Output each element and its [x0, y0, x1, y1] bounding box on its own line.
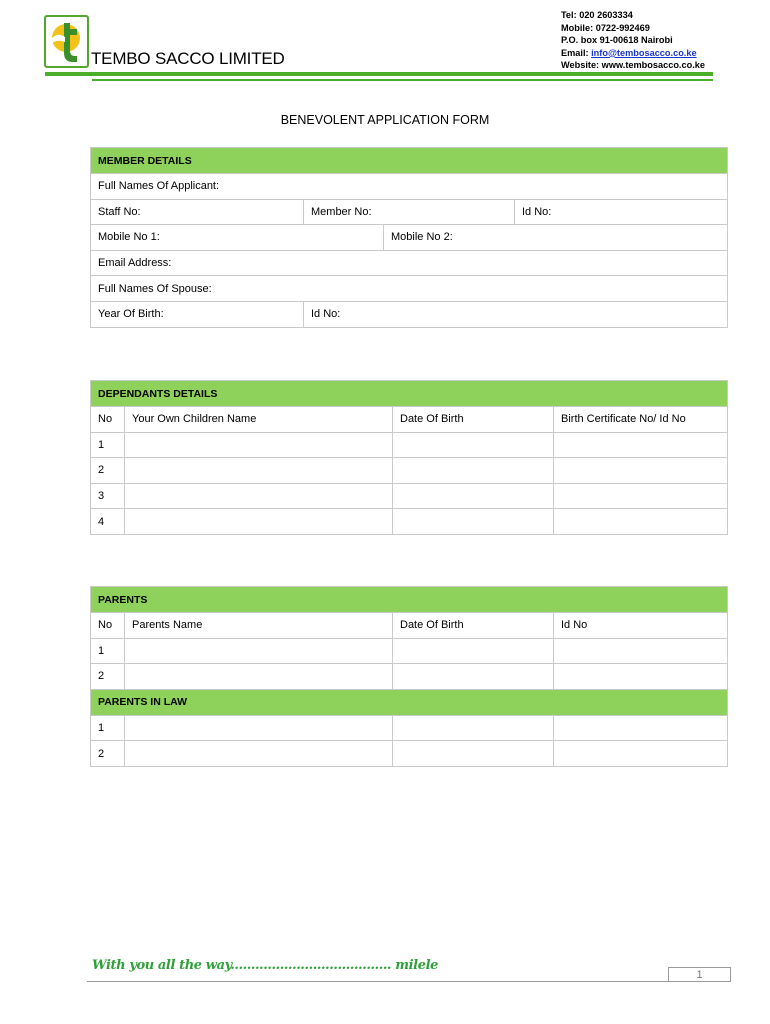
- row-number: 4: [91, 509, 125, 535]
- in-law-id-cell[interactable]: [554, 741, 728, 767]
- child-cert-cell[interactable]: [554, 483, 728, 509]
- parents-in-law-heading: PARENTS IN LAW: [91, 689, 728, 715]
- child-name-cell[interactable]: [125, 432, 393, 458]
- full-names-field[interactable]: Full Names Of Applicant:: [91, 174, 728, 200]
- parent-id-cell[interactable]: [554, 664, 728, 690]
- child-cert-cell[interactable]: [554, 432, 728, 458]
- header-rule-thin: [92, 79, 713, 81]
- child-dob-cell[interactable]: [393, 432, 554, 458]
- dependants-col-dob: Date Of Birth: [393, 407, 554, 433]
- sacco-logo: [44, 15, 89, 68]
- row-number: 2: [91, 664, 125, 690]
- child-dob-cell[interactable]: [393, 458, 554, 484]
- contact-tel: Tel: 020 2603334: [561, 10, 633, 20]
- child-cert-cell[interactable]: [554, 458, 728, 484]
- row-number: 2: [91, 741, 125, 767]
- contact-email-row: [561, 47, 705, 60]
- table-row: [91, 664, 728, 690]
- parent-dob-cell[interactable]: [393, 638, 554, 664]
- child-name-cell[interactable]: [125, 483, 393, 509]
- in-law-name-cell[interactable]: [125, 741, 393, 767]
- in-law-id-cell[interactable]: [554, 715, 728, 741]
- table-row: [91, 741, 728, 767]
- page-number: 1: [696, 969, 703, 981]
- row-number: 1: [91, 432, 125, 458]
- table-row: [91, 638, 728, 664]
- parent-name-cell[interactable]: [125, 638, 393, 664]
- contact-email-label: Email:: [561, 47, 592, 58]
- id-no-field[interactable]: Id No:: [515, 199, 728, 225]
- dependants-heading: DEPENDANTS DETAILS: [91, 381, 728, 407]
- dependants-table: [90, 380, 728, 535]
- tembo-logo-icon: [46, 17, 87, 66]
- child-dob-cell[interactable]: [393, 483, 554, 509]
- in-law-dob-cell[interactable]: [393, 741, 554, 767]
- parents-col-id: Id No: [554, 613, 728, 639]
- child-cert-cell[interactable]: [554, 509, 728, 535]
- dependants-col-name: Your Own Children Name: [125, 407, 393, 433]
- contact-po-box: P.O. box 91-00618 Nairobi: [561, 35, 673, 46]
- parents-col-name: Parents Name: [125, 613, 393, 639]
- child-dob-cell[interactable]: [393, 509, 554, 535]
- spouse-names-field[interactable]: Full Names Of Spouse:: [91, 276, 728, 302]
- parents-col-no: No: [91, 613, 125, 639]
- parent-id-cell[interactable]: [554, 638, 728, 664]
- in-law-dob-cell[interactable]: [393, 715, 554, 741]
- mobile-1-field[interactable]: Mobile No 1:: [91, 225, 384, 251]
- footer-rule: [87, 981, 731, 982]
- contact-email-link[interactable]: info@tembosacco.co.ke: [591, 47, 697, 58]
- member-details-heading: MEMBER DETAILS: [91, 148, 728, 174]
- table-row: [91, 483, 728, 509]
- mobile-2-field[interactable]: Mobile No 2:: [384, 225, 728, 251]
- child-name-cell[interactable]: [125, 458, 393, 484]
- dependants-col-no: No: [91, 407, 125, 433]
- staff-no-field[interactable]: Staff No:: [91, 199, 304, 225]
- spouse-id-field[interactable]: Id No:: [304, 301, 728, 327]
- parents-table: [90, 586, 728, 767]
- form-title: BENEVOLENT APPLICATION FORM: [280, 113, 490, 127]
- row-number: 1: [91, 638, 125, 664]
- email-address-field[interactable]: Email Address:: [91, 250, 728, 276]
- table-row: [91, 458, 728, 484]
- parent-name-cell[interactable]: [125, 664, 393, 690]
- year-of-birth-field[interactable]: Year Of Birth:: [91, 301, 304, 327]
- member-details-table: [90, 147, 728, 328]
- parent-dob-cell[interactable]: [393, 664, 554, 690]
- row-number: 3: [91, 483, 125, 509]
- parents-col-dob: Date Of Birth: [393, 613, 554, 639]
- row-number: 2: [91, 458, 125, 484]
- member-no-field[interactable]: Member No:: [304, 199, 515, 225]
- parents-heading: PARENTS: [91, 587, 728, 613]
- row-number: 1: [91, 715, 125, 741]
- dependants-col-cert: Birth Certificate No/ Id No: [554, 407, 728, 433]
- in-law-name-cell[interactable]: [125, 715, 393, 741]
- company-name: TEMBO SACCO LIMITED: [91, 49, 285, 68]
- footer-tagline: With you all the way....................................... milele: [92, 958, 438, 973]
- contact-block: [561, 9, 705, 72]
- table-row: [91, 715, 728, 741]
- header-rule-thick: [45, 72, 713, 76]
- contact-website: Website: www.tembosacco.co.ke: [561, 60, 705, 71]
- table-row: [91, 509, 728, 535]
- table-row: [91, 432, 728, 458]
- child-name-cell[interactable]: [125, 509, 393, 535]
- contact-mobile: Mobile: 0722-992469: [561, 22, 650, 33]
